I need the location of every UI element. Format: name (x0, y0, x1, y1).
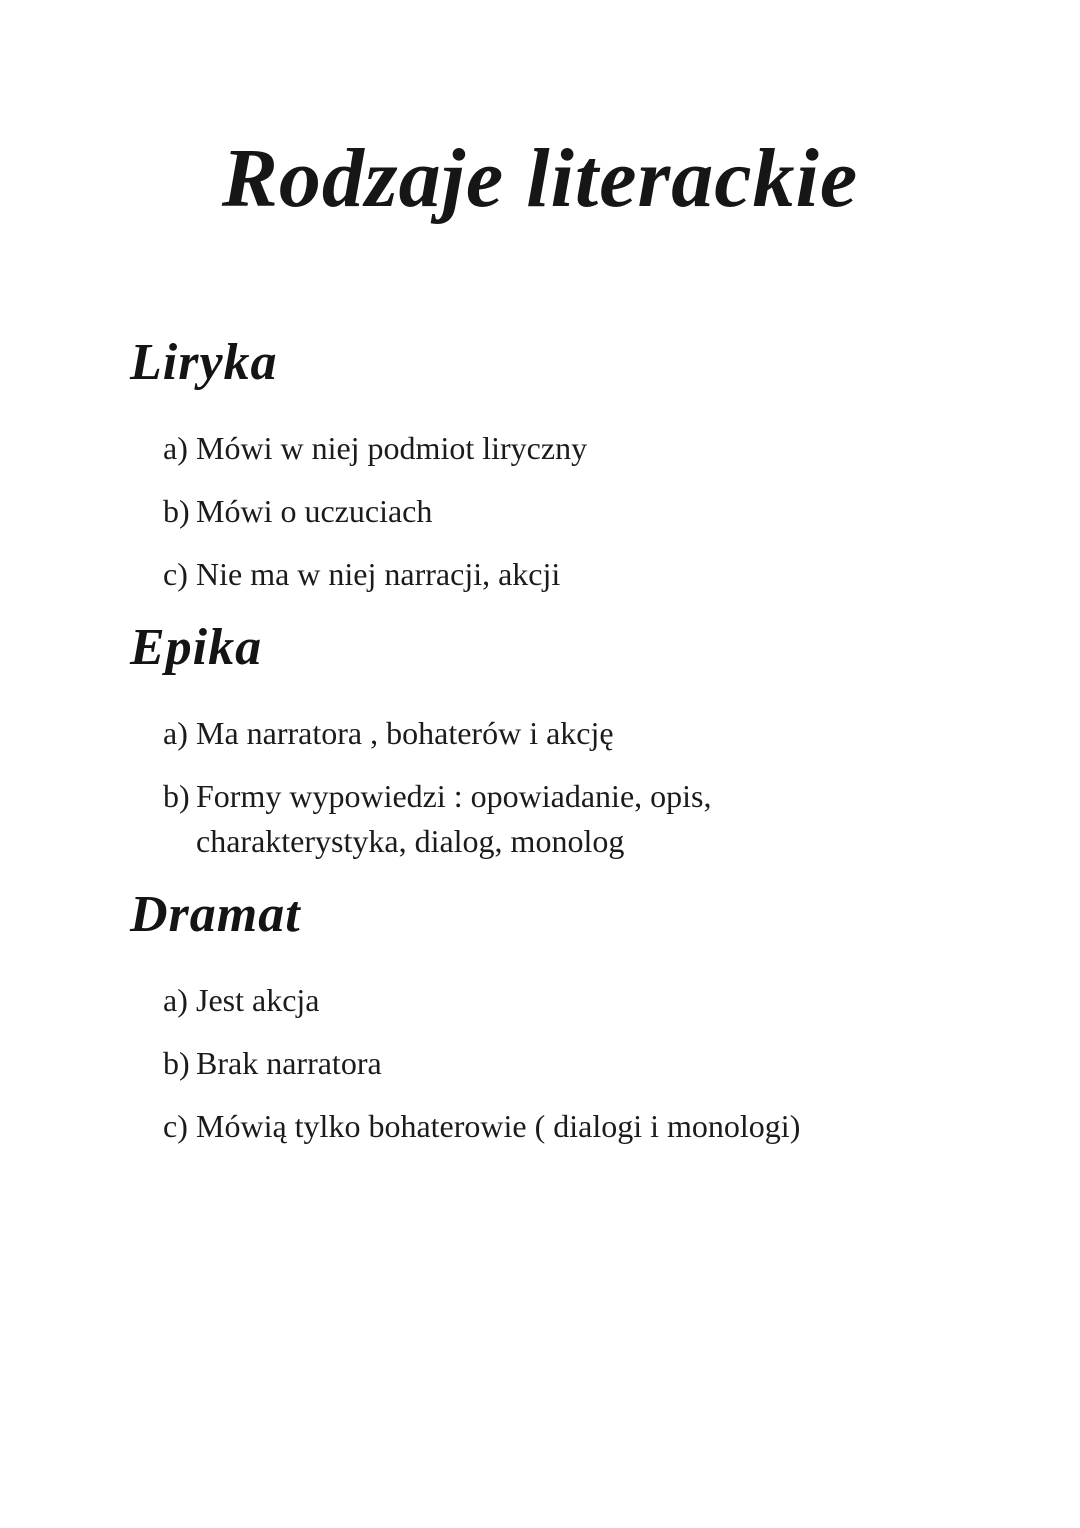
item-marker: a) (163, 715, 188, 751)
item-text: Nie ma w niej narracji, akcji (196, 556, 561, 592)
item-marker: c) (163, 1108, 188, 1144)
section-epika (130, 615, 970, 864)
item-text: Mówi w niej podmiot liryczny (196, 430, 588, 466)
item-text: Ma narratora , bohaterów i akcję (196, 715, 614, 751)
page-title: Rodzaje literackie (221, 132, 859, 225)
epika-list (130, 711, 970, 864)
section-heading-epika: Epika (130, 619, 263, 676)
section-dramat (130, 882, 970, 1149)
item-text: Jest akcja (196, 982, 320, 1018)
section-heading-liryka: Liryka (130, 334, 278, 391)
list-item (163, 1104, 970, 1149)
item-marker: b) (163, 778, 190, 814)
section-liryka (130, 330, 970, 597)
item-marker: b) (163, 493, 190, 529)
page-content (0, 330, 1080, 1149)
item-text: Formy wypowiedzi : opowiadanie, opis, charakterystyka, dialog, monolog (196, 778, 712, 859)
list-item (163, 489, 970, 534)
list-item (163, 1041, 970, 1086)
dramat-list (130, 978, 970, 1149)
item-text: Mówią tylko bohaterowie ( dialogi i monologi) (196, 1108, 801, 1144)
section-heading-dramat: Dramat (130, 886, 301, 943)
item-marker: a) (163, 430, 188, 466)
list-item (163, 426, 970, 471)
item-marker: a) (163, 982, 188, 1018)
list-item (163, 978, 970, 1023)
list-item (163, 552, 970, 597)
list-item (163, 774, 970, 864)
list-item (163, 711, 970, 756)
item-text: Brak narratora (196, 1045, 382, 1081)
item-marker: b) (163, 1045, 190, 1081)
item-text: Mówi o uczuciach (196, 493, 433, 529)
liryka-list (130, 426, 970, 597)
item-marker: c) (163, 556, 188, 592)
